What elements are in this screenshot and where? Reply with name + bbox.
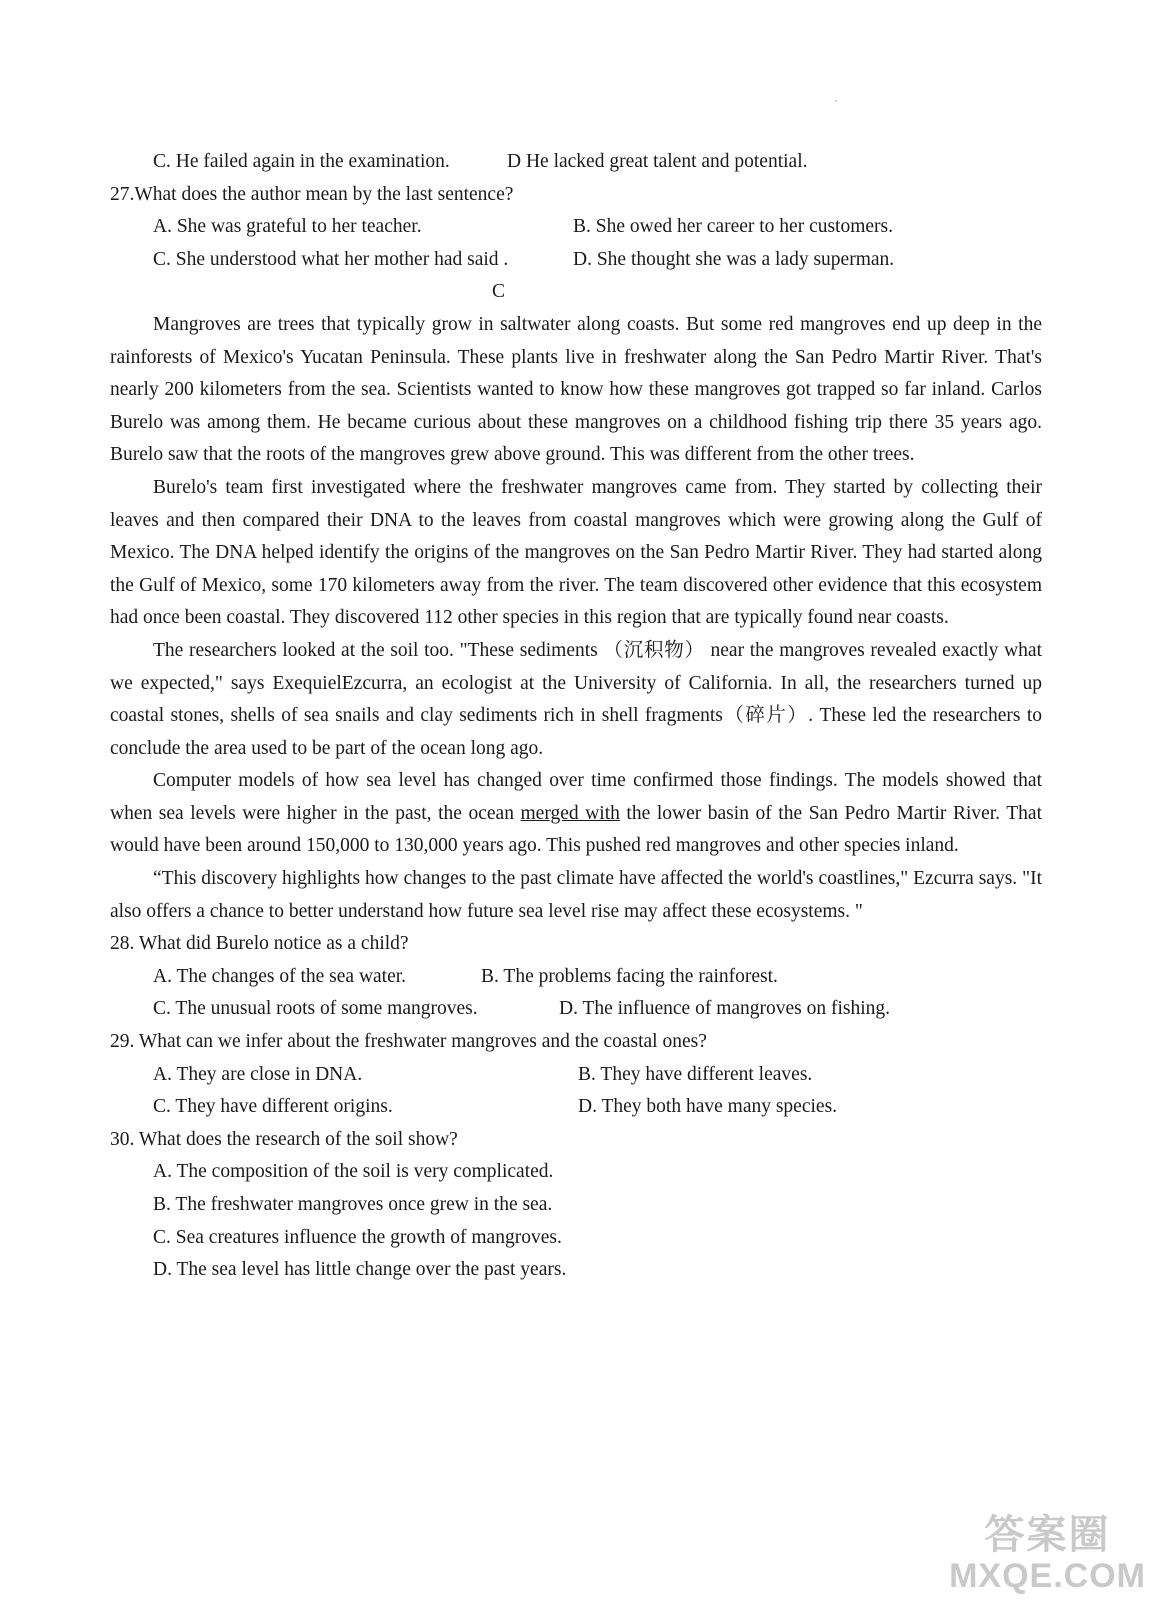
q29-option-d: D. They both have many species. bbox=[578, 1096, 838, 1118]
q30-stem: 30. What does the research of the soil show? bbox=[110, 1128, 458, 1150]
q29-option-c: C. They have different origins. bbox=[153, 1096, 393, 1118]
exam-page bbox=[110, 146, 1042, 1287]
passage-paragraph-2: Burelo's team first investigated where the freshwater mangroves came from. They started by collecting their leaves and then compared their DNA to the leaves from coastal mangroves which were growing along the Gulf of Mexico. The DNA helped identify the origins of the mangroves on the San Pedro Martir River. They had started along the Gulf of Mexico, some 170 kilometers away from the river. The team discovered other evidence that this ecosystem had once been coastal. They discovered 112 other species in this region that are typically found near coasts. bbox=[110, 476, 1042, 629]
q29-option-a: A. They are close in DNA. bbox=[153, 1063, 363, 1085]
q30-option-d: D. The sea level has little change over the past years. bbox=[153, 1259, 567, 1281]
q26-option-d: D He lacked great talent and potential. bbox=[507, 151, 808, 172]
q30-option-a: A. The composition of the soil is very complicated. bbox=[153, 1161, 554, 1183]
q29-stem: 29. What can we infer about the freshwater mangroves and the coastal ones? bbox=[110, 1031, 707, 1053]
q27-option-a: A. She was grateful to her teacher. bbox=[153, 216, 422, 238]
q27-option-b: B. She owed her career to her customers. bbox=[573, 216, 894, 238]
passage-paragraph-3: The researchers looked at the soil too. "These sediments （沉积物） near the mangroves revealed exactly what we expected," says ExequielEzcurra, an ecologist at the University of California. In all, the researchers turned up coastal stones, shells of sea snails and clay sediments rich in shell fragments（碎片）. These led the researchers to conclude the area used to be part of the ocean long ago. bbox=[110, 639, 1042, 759]
p4-text-before: Computer models of how sea level has changed over time confirmed those findings. The models showed that when sea levels were higher in the past, the ocean bbox=[110, 770, 1042, 824]
q27-options-row-2 bbox=[110, 244, 1042, 277]
q26-options-row bbox=[110, 146, 1042, 179]
q28-options-row-2 bbox=[110, 993, 1042, 1026]
q27-options-row-1 bbox=[110, 211, 1042, 244]
speck bbox=[835, 100, 837, 102]
q28-option-c: C. The unusual roots of some mangroves. bbox=[153, 998, 478, 1020]
underlined-phrase: merged with bbox=[520, 802, 620, 824]
passage-paragraph-1: Mangroves are trees that typically grow in saltwater along coasts. But some red mangroves end up deep in the rainforests of Mexico's Yucatan Peninsula. These plants live in freshwater along the San Pedro Martir River. That's nearly 200 kilometers from the sea. Scientists wanted to know how these mangroves got trapped so far inland. Carlos Burelo was among them. He became curious about these mangroves on a childhood fishing trip there 35 years ago. Burelo saw that the roots of the mangroves grew above ground. This was different from the other trees. bbox=[110, 313, 1042, 466]
q29-options-row-2 bbox=[110, 1091, 1042, 1124]
q28-options-row-1 bbox=[110, 961, 1042, 994]
q27-option-c: C. She understood what her mother had said . bbox=[153, 248, 509, 270]
passage-paragraph-4 bbox=[110, 765, 1042, 863]
passage-label: C bbox=[492, 281, 506, 303]
passage-paragraph-5: “This discovery highlights how changes to the past climate have affected the world's coastlines," Ezcurra says. "It also offers a chance to better understand how future sea level rise may affect these ecosystems. " bbox=[110, 868, 1042, 922]
p4-text-after: the lower basin of the San Pedro Martir River. That would have been around 150,000 to 130,000 years ago. This pushed red mangroves and other species inland. bbox=[110, 802, 1043, 857]
watermark-title: 答案圈 bbox=[984, 1512, 1111, 1558]
q27-stem: 27.What does the author mean by the last sentence? bbox=[110, 183, 514, 205]
q28-option-a: A. The changes of the sea water. bbox=[153, 965, 407, 987]
q30-option-c: C. Sea creatures influence the growth of mangroves. bbox=[153, 1226, 562, 1248]
q26-option-c: C. He failed again in the examination. bbox=[153, 151, 450, 172]
q28-stem: 28. What did Burelo notice as a child? bbox=[110, 933, 409, 955]
q28-option-b: B. The problems facing the rainforest. bbox=[481, 965, 778, 987]
q28-option-d: D. The influence of mangroves on fishing. bbox=[559, 998, 891, 1020]
watermark-domain: MXQE.COM bbox=[949, 1557, 1146, 1595]
q30-option-b: B. The freshwater mangroves once grew in the sea. bbox=[153, 1194, 553, 1215]
q29-options-row-1 bbox=[110, 1059, 1042, 1092]
watermark-logo bbox=[949, 1512, 1146, 1594]
q29-option-b: B. They have different leaves. bbox=[578, 1063, 813, 1085]
q27-option-d: D. She thought she was a lady superman. bbox=[573, 248, 895, 270]
